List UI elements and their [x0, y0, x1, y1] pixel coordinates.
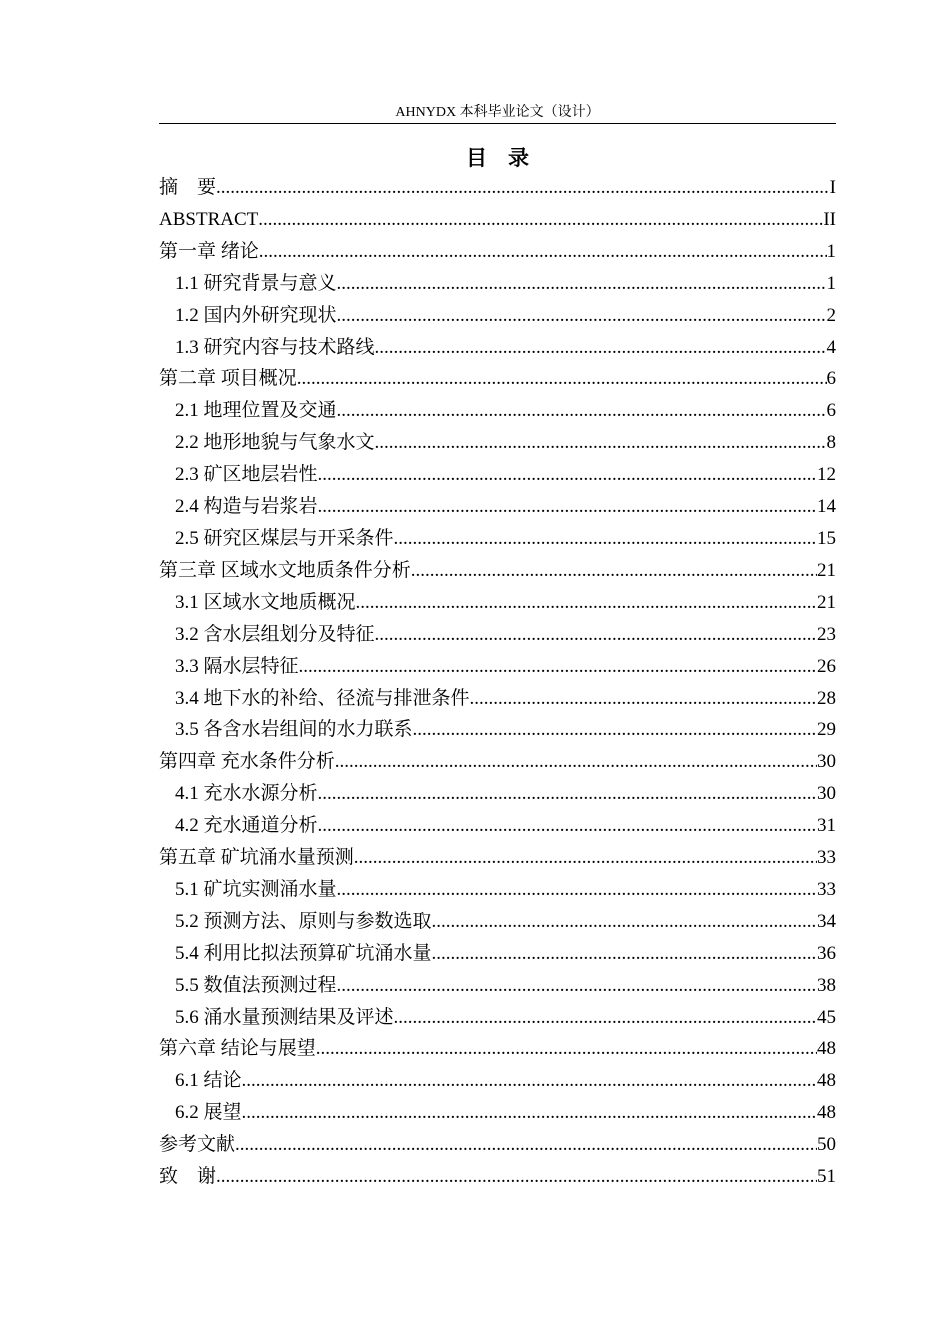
toc-entry-page-number: II — [823, 208, 836, 230]
toc-dot-leader — [337, 395, 827, 427]
toc-entry-label: ABSTRACT — [159, 208, 259, 230]
table-of-contents — [159, 172, 836, 1193]
toc-entry-label: 3.4 地下水的补给、径流与排泄条件 — [175, 687, 470, 709]
toc-entry[interactable] — [159, 1065, 836, 1097]
toc-entry[interactable] — [159, 395, 836, 427]
toc-dot-leader — [337, 268, 827, 300]
toc-entry-label: 3.5 各含水岩组间的水力联系 — [175, 719, 413, 741]
toc-entry-label: 4.2 充水通道分析 — [175, 815, 318, 837]
toc-entry-label: 6.1 结论 — [175, 1070, 242, 1092]
toc-entry-page-number: 30 — [817, 751, 836, 773]
toc-entry-page-number: 6 — [826, 368, 836, 390]
toc-entry-label: 致 谢 — [159, 1166, 217, 1188]
toc-entry-page-number: 48 — [817, 1102, 836, 1124]
header-rule — [159, 123, 836, 124]
toc-entry-page-number: 31 — [817, 815, 836, 837]
toc-entry[interactable] — [159, 427, 836, 459]
toc-dot-leader — [356, 587, 817, 619]
toc-entry[interactable] — [159, 1161, 836, 1193]
toc-entry-page-number: 1 — [826, 240, 836, 262]
toc-entry-label: 第一章 绪论 — [159, 240, 259, 262]
toc-entry-label: 5.2 预测方法、原则与参数选取 — [175, 910, 432, 932]
toc-entry-page-number: 21 — [817, 591, 836, 613]
toc-entry-page-number: 21 — [817, 559, 836, 581]
toc-entry[interactable] — [159, 619, 836, 651]
toc-entry-page-number: 8 — [826, 432, 836, 454]
toc-entry-label: 2.3 矿区地层岩性 — [175, 464, 318, 486]
toc-entry[interactable] — [159, 587, 836, 619]
toc-dot-leader — [258, 204, 823, 236]
toc-entry-page-number: 34 — [817, 910, 836, 932]
toc-entry-label: 第二章 项目概况 — [159, 368, 297, 390]
toc-entry-page-number: 26 — [817, 655, 836, 677]
toc-entry[interactable] — [159, 1002, 836, 1034]
toc-entry[interactable] — [159, 1033, 836, 1065]
toc-entry-label: 1.2 国内外研究现状 — [175, 304, 337, 326]
toc-entry-label: 摘 要 — [159, 177, 217, 198]
toc-entry-page-number: 45 — [817, 1006, 836, 1028]
toc-entry-label: 2.4 构造与岩浆岩 — [175, 496, 318, 518]
toc-entry-label: 2.2 地形地貌与气象水文 — [175, 432, 375, 454]
toc-dot-leader — [337, 874, 817, 906]
toc-dot-leader — [337, 970, 817, 1002]
toc-entry-label: 3.3 隔水层特征 — [175, 655, 299, 677]
toc-dot-leader — [354, 842, 817, 874]
toc-entry-label: 5.5 数值法预测过程 — [175, 974, 337, 996]
toc-entry[interactable] — [159, 683, 836, 715]
toc-dot-leader — [394, 1002, 817, 1034]
toc-entry-label: 5.4 利用比拟法预算矿坑涌水量 — [175, 942, 432, 964]
toc-entry[interactable] — [159, 363, 836, 395]
toc-entry[interactable] — [159, 204, 836, 236]
toc-dot-leader — [297, 363, 827, 395]
toc-dot-leader — [318, 778, 817, 810]
toc-entry[interactable] — [159, 300, 836, 332]
toc-dot-leader — [235, 1129, 817, 1161]
toc-entry[interactable] — [159, 268, 836, 300]
toc-entry-label: 3.1 区域水文地质概况 — [175, 591, 356, 613]
toc-entry[interactable] — [159, 1129, 836, 1161]
toc-entry[interactable] — [159, 491, 836, 523]
toc-entry-page-number: 15 — [817, 527, 836, 549]
toc-dot-leader — [216, 1161, 817, 1193]
toc-entry-page-number: 14 — [817, 496, 836, 518]
page-header: AHNYDX 本科毕业论文（设计） — [395, 105, 600, 120]
toc-entry[interactable] — [159, 459, 836, 491]
toc-dot-leader — [318, 810, 817, 842]
toc-entry-page-number: 33 — [817, 847, 836, 869]
toc-entry-label: 2.5 研究区煤层与开采条件 — [175, 527, 394, 549]
toc-entry-label: 第六章 结论与展望 — [159, 1038, 316, 1060]
toc-entry-page-number: 33 — [817, 878, 836, 900]
toc-dot-leader — [242, 1065, 817, 1097]
toc-entry[interactable] — [159, 938, 836, 970]
toc-dot-leader — [375, 332, 827, 364]
toc-entry-page-number: 1 — [826, 272, 836, 294]
toc-entry[interactable] — [159, 874, 836, 906]
toc-dot-leader — [318, 459, 817, 491]
toc-entry-page-number: 50 — [817, 1134, 836, 1156]
toc-dot-leader — [259, 236, 827, 268]
toc-entry-label: 第三章 区域水文地质条件分析 — [159, 559, 411, 581]
toc-entry-label: 5.1 矿坑实测涌水量 — [175, 878, 337, 900]
toc-entry-page-number: I — [829, 177, 836, 198]
toc-entry-page-number: 30 — [817, 783, 836, 805]
toc-dot-leader — [413, 714, 817, 746]
toc-entry[interactable] — [159, 810, 836, 842]
toc-entry[interactable] — [159, 906, 836, 938]
toc-entry-page-number: 48 — [817, 1038, 836, 1060]
toc-dot-leader — [432, 906, 817, 938]
toc-dot-leader — [470, 683, 817, 715]
toc-entry[interactable] — [159, 651, 836, 683]
toc-dot-leader — [375, 619, 817, 651]
toc-dot-leader — [318, 491, 817, 523]
toc-dot-leader — [394, 523, 817, 555]
toc-dot-leader — [216, 172, 830, 204]
toc-entry-label: 第四章 充水条件分析 — [159, 751, 335, 773]
toc-entry[interactable] — [159, 842, 836, 874]
toc-dot-leader — [242, 1097, 817, 1129]
toc-entry[interactable] — [159, 332, 836, 364]
toc-dot-leader — [375, 427, 827, 459]
toc-entry[interactable] — [159, 778, 836, 810]
toc-entry[interactable] — [159, 1097, 836, 1129]
toc-dot-leader — [432, 938, 817, 970]
toc-title: 目 录 — [466, 146, 529, 170]
toc-dot-leader — [335, 746, 817, 778]
toc-entry-label: 3.2 含水层组划分及特征 — [175, 623, 375, 645]
toc-dot-leader — [411, 555, 817, 587]
toc-entry-page-number: 4 — [826, 336, 836, 358]
toc-entry-label: 2.1 地理位置及交通 — [175, 400, 337, 422]
toc-entry-label: 5.6 涌水量预测结果及评述 — [175, 1006, 394, 1028]
toc-entry-page-number: 6 — [826, 400, 836, 422]
toc-entry-page-number: 29 — [817, 719, 836, 741]
toc-entry[interactable] — [159, 746, 836, 778]
toc-entry-page-number: 28 — [817, 687, 836, 709]
toc-entry[interactable] — [159, 970, 836, 1002]
toc-entry-page-number: 38 — [817, 974, 836, 996]
toc-entry-page-number: 23 — [817, 623, 836, 645]
toc-entry[interactable] — [159, 555, 836, 587]
toc-entry-page-number: 48 — [817, 1070, 836, 1092]
toc-dot-leader — [316, 1033, 817, 1065]
toc-entry-page-number: 51 — [817, 1166, 836, 1188]
toc-dot-leader — [337, 300, 827, 332]
toc-entry[interactable] — [159, 172, 836, 204]
toc-entry-label: 6.2 展望 — [175, 1102, 242, 1124]
toc-entry-label: 第五章 矿坑涌水量预测 — [159, 847, 354, 869]
toc-entry[interactable] — [159, 523, 836, 555]
toc-entry-label: 1.1 研究背景与意义 — [175, 272, 337, 294]
toc-entry-page-number: 2 — [826, 304, 836, 326]
toc-entry[interactable] — [159, 236, 836, 268]
toc-entry-label: 4.1 充水水源分析 — [175, 783, 318, 805]
toc-entry-label: 1.3 研究内容与技术路线 — [175, 336, 375, 358]
toc-entry-page-number: 12 — [817, 464, 836, 486]
toc-entry-page-number: 36 — [817, 942, 836, 964]
toc-dot-leader — [299, 651, 817, 683]
toc-entry-label: 参考文献 — [159, 1134, 236, 1156]
toc-entry[interactable] — [159, 714, 836, 746]
